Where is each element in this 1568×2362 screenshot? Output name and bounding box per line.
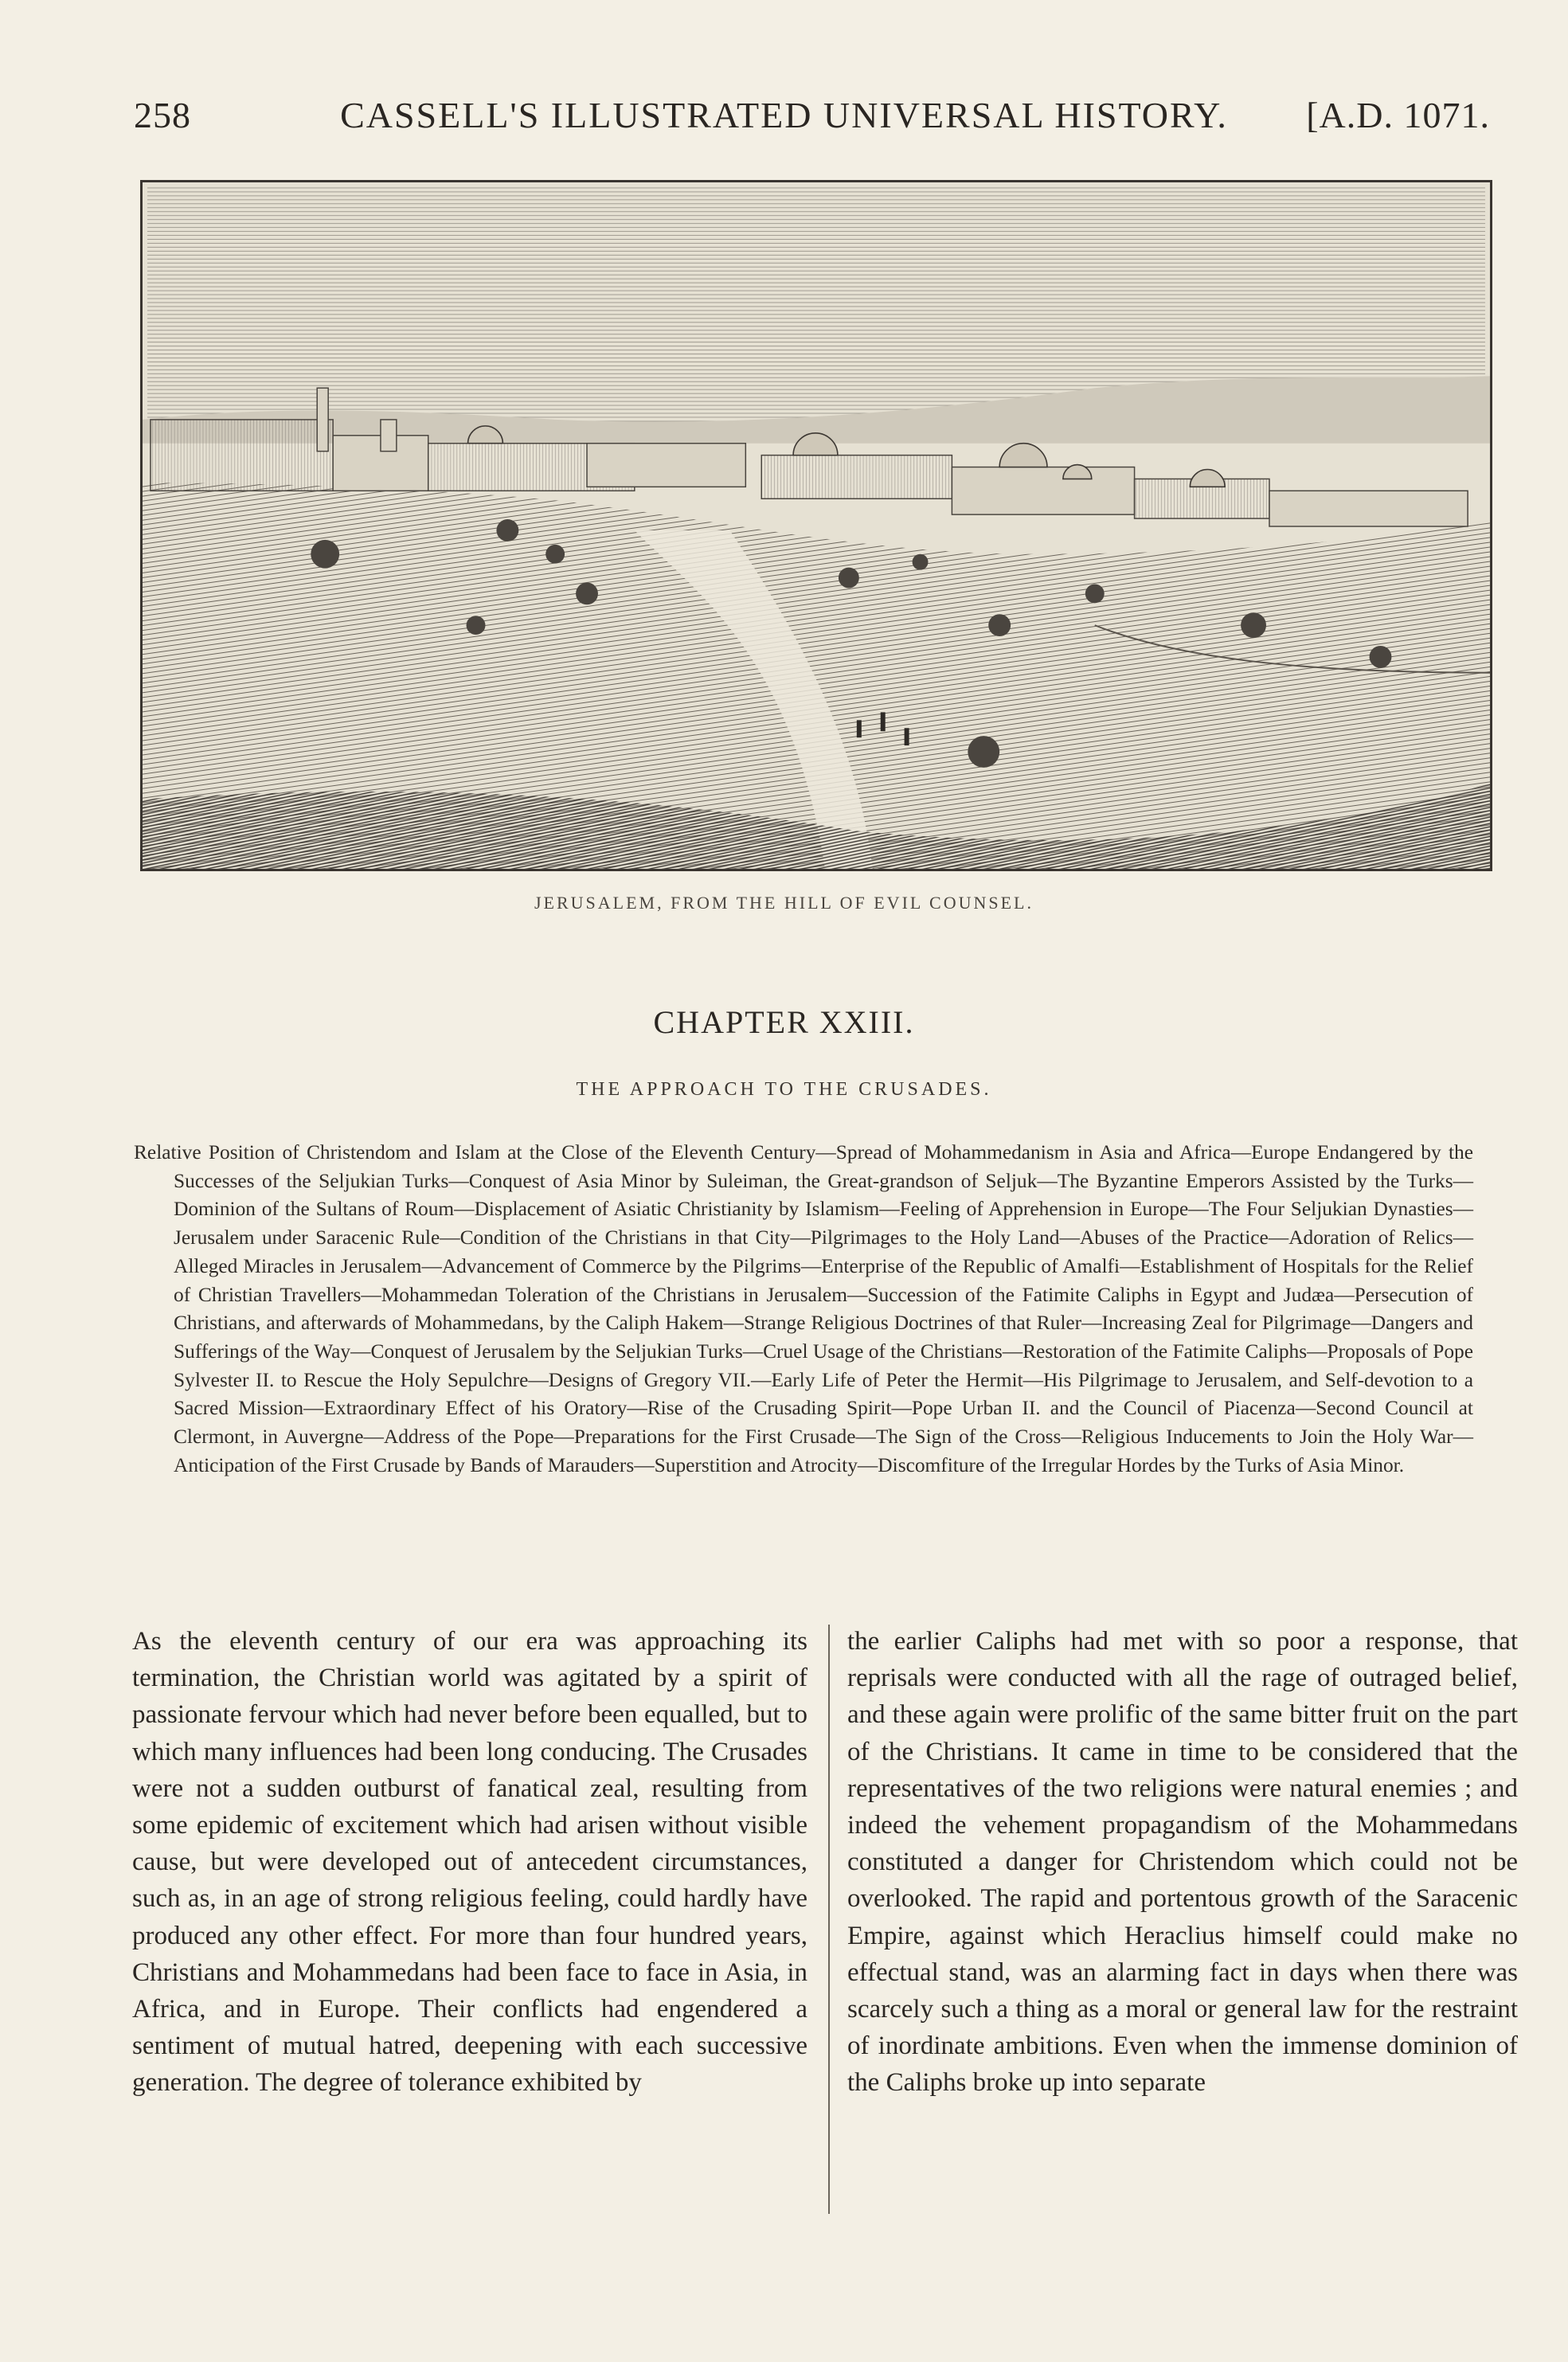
column-divider [828, 1625, 830, 2214]
running-title: CASSELL'S ILLUSTRATED UNIVERSAL HISTORY. [340, 95, 1228, 135]
engraving-image [143, 182, 1490, 869]
body-column-left: As the eleventh century of our era was approaching its termination, the Christian world was agitated by a spirit of passionate fervour which had never before been equalled, but to which many influences had been long conducing. The Crusades were not a sudden outburst of fanatical zeal, resulting from some epidemic of excitement which had arisen without visible cause, but were developed out of antecedent circumstances, such as, in an age of strong religious feeling, could hardly have produced any other effect. For more than four hundred years, Christians and Mohammedans had been face to face in Asia, in Africa, and in Europe. Their conflicts had engendered a sentiment of mutual hatred, deepening with each successive generation. The degree of tolerance exhibited by [132, 1627, 807, 2098]
illustration-caption: JERUSALEM, FROM THE HILL OF EVIL COUNSEL. [534, 893, 1034, 913]
chapter-summary: Relative Position of Christendom and Islam at the Close of the Eleventh Century—Spread of Mohammedanism in Asia and Africa—Europe Endangered by the Successes of the Seljukian Turks—Conquest of Asia Minor by Suleiman, the Great-grandson of Seljuk—The Byzantine Emperors Assisted by the Turks—Dominion of the Sultans of Roum—Displacement of Asiatic Christianity by Islamism—Feeling of Apprehension in Europe—The Four Seljukian Dynasties—Jerusalem under Saracenic Rule—Condition of the Christians in that City—Pilgrimages to the Holy Land—Abuses of the Practice—Adoration of Relics—Alleged Miracles in Jerusalem—Advancement of Commerce by the Pilgrims—Enterprise of the Republic of Amalfi—Establishment of Hospitals for the Relief of Christian Travellers—Mohammedan Toleration of the Christians in Jerusalem—Succession of the Fatimite Caliphs in Egypt and Judæa—Persecution of Christians, and afterwards of Mohammedans, by the Caliph Hakem—Strange Religious Doctrines of that Ruler—Increasing Zeal for Pilgrimage—Dangers and Sufferings of the Way—Conquest of Jerusalem by the Seljukian Turks—Cruel Usage of the Christians—Restoration of the Fatimite Caliphs—Proposals of Pope Sylvester II. to Rescue the Holy Sepulchre—Designs of Gregory VII.—Early Life of Peter the Hermit—His Pilgrimage to Jerusalem, and Self-devotion to a Sacred Mission—Extraordinary Effect of his Oratory—Rise of the Crusading Spirit—Pope Urban II. and the Council of Piacenza—Second Council at Clermont, in Auvergne—Address of the Pope—Preparations for the First Crusade—The Sign of the Cross—Religious Inducements to Join the Holy War—Anticipation of the First Crusade by Bands of Marauders—Superstition and Atrocity—Discomfiture of the Irregular Hordes by the Turks of Asia Minor. [134, 1141, 1473, 1476]
running-date: [A.D. 1071. [1306, 95, 1490, 135]
engraving-jerusalem [140, 180, 1492, 871]
chapter-subtitle: THE APPROACH TO THE CRUSADES. [576, 1079, 992, 1100]
running-head [0, 94, 1568, 150]
body-column-right: the earlier Caliphs had met with so poor a response, that reprisals were conducted with all the rage of outraged belief, and these again were prolific of the same bitter fruit on the part of the Christians. It came in time to be considered that the representatives of the two religions were natural enemies ; and indeed the vehement propagandism of the Mohammedans constituted a danger for Christendom which could not be overlooked. The rapid and portentous growth of the Saracenic Empire, against which Heraclius himself could make no effectual stand, was an alarming fact in days when there was scarcely such a thing as a moral or general law for the restraint of inordinate ambitions. Even when the immense dominion of the Caliphs broke up into separate [847, 1627, 1518, 2098]
chapter-title: CHAPTER XXIII. [653, 1004, 915, 1040]
page-number: 258 [134, 95, 191, 135]
